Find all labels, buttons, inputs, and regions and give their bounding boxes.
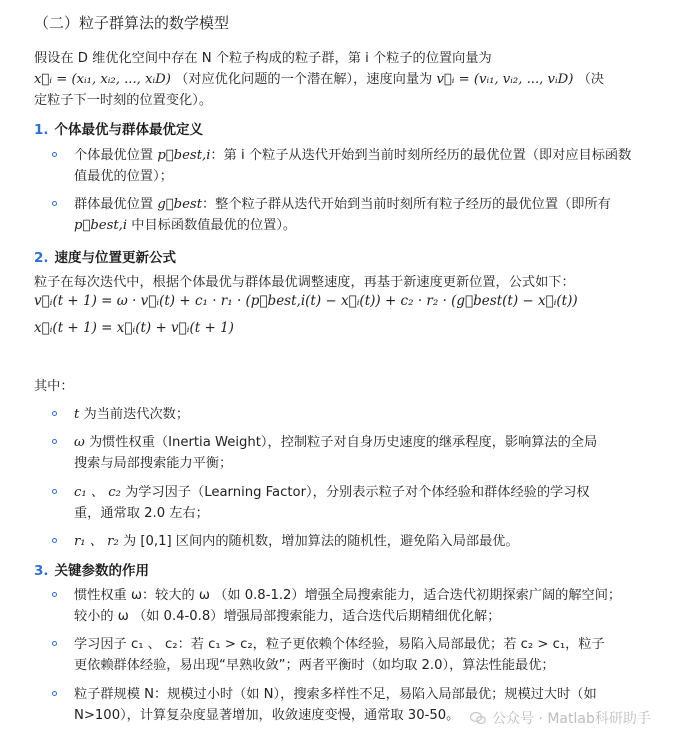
bullet-icon — [52, 152, 57, 157]
pbest-math: p⃗best,i — [74, 218, 128, 233]
list-item: 粒子群规模 N：规模过小时（如 N），搜索多样性不足，易陷入局部最优；规模过大时（如 N>100），计算复杂度显著增加，收敛速度变慢，通常取 30-50。 — [56, 684, 656, 726]
velocity-update-equation: v⃗ᵢ(t + 1) = ω · v⃗ᵢ(t) + c₁ · r₁ · (p⃗best,i(t) − x⃗ᵢ(t)) + c₂ · r₂ · (g⃗best(t) − x⃗ᵢ(t)) — [34, 293, 578, 309]
bullet-icon — [52, 538, 57, 543]
intro-text-1: （对应优化问题的一个潜在解），速度向量为 — [175, 72, 433, 87]
section-title: （二）粒子群算法的数学模型 — [34, 14, 230, 32]
position-vector-math: x⃗ᵢ = (xᵢ₁, xᵢ₂, ..., xᵢD) — [34, 72, 171, 87]
intro-line-2 — [34, 69, 656, 90]
list-item: 群体最优位置 g⃗best：整个粒子群从迭代开始到当前时刻所有粒子经历的最优位置（即所有 p⃗best,i 中目标函数值最优的位置）。 — [56, 194, 656, 236]
section-heading-text: 关键参数的作用 — [54, 563, 150, 579]
list-item: c₁ 、 c₂ 为学习因子（Learning Factor），分别表示粒子对个体经验和群体经验的学习权 重，通常取 2.0 左右； — [56, 482, 656, 524]
list-item: ω 为惯性权重（Inertia Weight），控制粒子对自身历史速度的继承程度，影响算法的全局 搜索与局部搜索能力平衡； — [56, 432, 656, 474]
wechat-icon — [470, 711, 486, 725]
watermark — [470, 708, 651, 728]
section-heading-3 — [34, 559, 149, 579]
section-heading-2 — [34, 246, 176, 266]
list-item: t 为当前迭代次数； — [56, 404, 656, 425]
bullet-icon — [52, 201, 57, 206]
where-label: 其中： — [34, 379, 74, 394]
watermark-text: 公众号 · Matlab科研助手 — [492, 711, 651, 727]
bullet-icon — [52, 489, 57, 494]
bullet-icon — [52, 691, 57, 696]
update-text: 粒子在每次迭代中，根据个体最优与群体最优调整速度，再基于新速度更新位置，公式如下： — [34, 275, 575, 290]
bullet-icon — [52, 439, 57, 444]
list-item: 个体最优位置 p⃗best,i：第 i 个粒子从迭代开始到当前时刻所经历的最优位置（即对应目标函数 值最优的位置）； — [56, 145, 656, 187]
section-heading-text: 速度与位置更新公式 — [54, 250, 177, 266]
intro-line-3: 定粒子下一时刻的位置变化）。 — [34, 93, 213, 108]
intro-line-1: 假设在 D 维优化空间中存在 N 个粒子构成的粒子群，第 i 个粒子的位置向量为 — [34, 51, 492, 66]
velocity-vector-math: v⃗ᵢ = (vᵢ₁, vᵢ₂, ..., vᵢD) — [436, 72, 574, 87]
intro-paragraph — [34, 48, 656, 111]
section-heading-1 — [34, 118, 203, 138]
section-number: 1. — [34, 122, 49, 138]
position-update-equation: x⃗ᵢ(t + 1) = x⃗ᵢ(t) + v⃗ᵢ(t + 1) — [34, 320, 234, 336]
section-heading-text: 个体最优与群体最优定义 — [54, 122, 204, 138]
list-item: 惯性权重 ω：较大的 ω （如 0.8-1.2）增强全局搜索能力，适合迭代初期探索广阔的解空间； 较小的 ω （如 0.4-0.8）增强局部搜索能力，适合迭代后期精细优化解； — [56, 585, 656, 627]
section-number: 2. — [34, 250, 49, 266]
bullet-icon — [52, 592, 57, 597]
list-item: r₁ 、 r₂ 为 [0,1] 区间内的随机数，增加算法的随机性，避免陷入局部最优。 — [56, 531, 656, 552]
list-item: 学习因子 c₁ 、 c₂：若 c₁ > c₂，粒子更依赖个体经验，易陷入局部最优；若 c₂ > c₁，粒子 更依赖群体经验，易出现“早熟收敛”；两者平衡时（如均取 2.0），算法性能最优； — [56, 634, 656, 676]
bullet-icon — [52, 641, 57, 646]
section-number: 3. — [34, 563, 49, 579]
intro-text-2: （决 — [577, 72, 604, 87]
pbest-math: p⃗best,i — [157, 148, 211, 163]
bullet-icon — [52, 411, 57, 416]
gbest-math: g⃗best — [157, 197, 202, 212]
